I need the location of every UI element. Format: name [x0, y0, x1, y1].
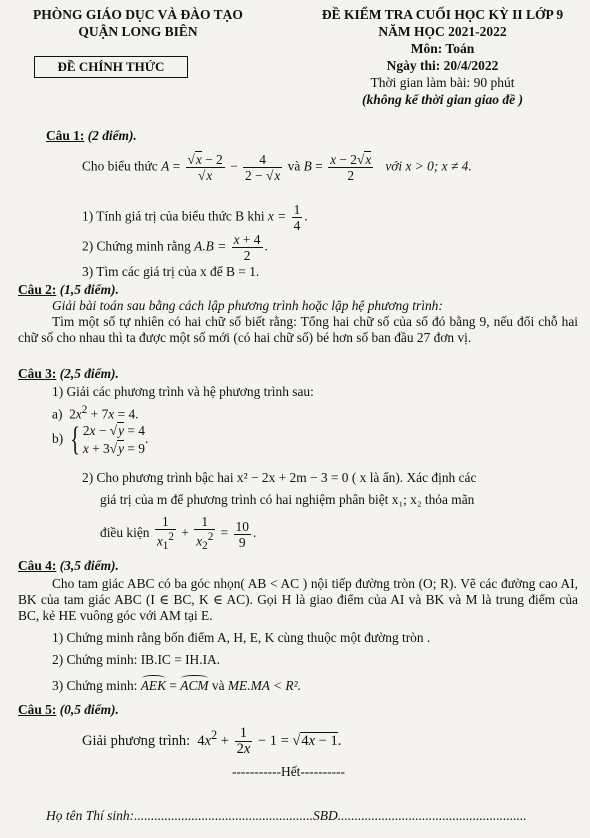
- q4-part1: 1) Chứng minh rằng bốn điểm A, H, E, K cùng thuộc một đường tròn .: [52, 630, 431, 645]
- q1-part3: 3) Tìm các giá trị của x để B = 1.: [82, 264, 260, 279]
- q1-condition: với x > 0; x ≠ 4.: [385, 158, 472, 174]
- q5-intro: Giải phương trình:: [82, 732, 191, 749]
- candidate-name-label: Họ tên Thí sinh:.....................................................: [46, 808, 314, 823]
- q3-label: Câu 3:: [18, 366, 57, 381]
- q5-label: Câu 5:: [18, 702, 57, 717]
- header-left: [18, 6, 258, 40]
- q4-part3-pre: 3) Chứng minh:: [52, 678, 138, 693]
- sbd-label: SBD........................................................: [313, 808, 527, 823]
- exam-title: ĐỀ KIỂM TRA CUỐI HỌC KỲ II LỚP 9: [321, 7, 564, 22]
- duration: Thời gian làm bài: 90 phút: [370, 75, 515, 90]
- q1-heading: [46, 128, 137, 145]
- q1-label: Câu 1:: [46, 128, 85, 143]
- end-mark: -----------Hết----------: [232, 764, 345, 779]
- q3-heading: [18, 366, 119, 383]
- q1-intro: Cho biểu thức: [82, 158, 158, 174]
- q3-points: (2,5 điểm).: [59, 366, 119, 381]
- duration-note: (không kể thời gian giao đề ): [361, 92, 523, 107]
- q3-part1b: b) { 2x − √y = 4 x + 3√y = 9 .: [52, 421, 149, 458]
- school-year: NĂM HỌC 2021-2022: [378, 24, 507, 39]
- q2-problem: Tìm một số tự nhiên có hai chữ số biết rằng: Tổng hai chữ số của số đó bằng 9, nếu đổi chỗ hai chữ số cho nhau thì ta được một số mới (có hai chữ số) bé hơn số ban đầu 27 đơn vị.: [18, 314, 578, 345]
- q4-part3: 3) Chứng minh: AEK = ACM và ME.MA < R².: [52, 678, 301, 693]
- q1-points: (2 điểm).: [87, 128, 137, 143]
- q4-heading: [18, 558, 119, 575]
- q2-instruction: Giải bài toán sau bằng cách lập phương trình hoặc lập hệ phương trình:: [52, 298, 443, 313]
- exam-date: Ngày thi: 20/4/2022: [386, 58, 499, 73]
- q4-part2: 2) Chứng minh: IB.IC = IH.IA.: [52, 652, 221, 667]
- q3-part2-line2: giá trị của m để phương trình có hai nghiệm phân biệt x₁; x₂ thỏa mãn: [100, 492, 475, 507]
- q2-points: (1,5 điểm).: [59, 282, 119, 297]
- subject: Môn: Toán: [410, 41, 475, 56]
- q3-part2-line1: 2) Cho phương trình bậc hai x² − 2x + 2m − 3 = 0 ( x là ẩn). Xác định các: [82, 470, 477, 485]
- q5-points: (0,5 điểm).: [59, 702, 119, 717]
- q3-a-label: a): [52, 406, 63, 422]
- q1-expression: Cho biểu thức A = $\frac{√x - 2}{√x}$ − $\frac{4}{2 - √x}$ và B = $\frac{x - 2√x}{2}$ với x > 0; x ≠ 4.: [82, 152, 472, 183]
- q3-part1: 1) Giải các phương trình và hệ phương trình sau:: [52, 384, 314, 399]
- district-name: QUẬN LONG BIÊN: [78, 24, 198, 39]
- q1-part2-text: 2) Chứng minh rằng: [82, 238, 191, 254]
- q3-part2-condition: điều kiện $\frac{1}{x_1^2}$ + $\frac{1}{x_2^2}$ = $\frac{10}{9}$ .: [100, 514, 257, 553]
- q1-part1-text: 1) Tính giá trị của biểu thức B khi: [82, 208, 265, 224]
- q1-and: và: [287, 158, 301, 174]
- q1-part2: 2) Chứng minh rằng A.B = $\frac{x + 4}{2}$ .: [82, 232, 268, 263]
- q4-part3-post: ME.MA < R².: [227, 678, 301, 693]
- footer: [46, 808, 527, 825]
- q1-part1-x: x =: [267, 208, 287, 224]
- dept-name: PHÒNG GIÁO DỤC VÀ ĐÀO TẠO: [33, 7, 243, 22]
- q3-part1a: a) $2x^2 + 7x = 4$.: [52, 404, 139, 422]
- q1-part2-ab: A.B =: [194, 238, 227, 254]
- q4-part3-and: và: [211, 678, 225, 693]
- q2-label: Câu 2:: [18, 282, 57, 297]
- q4-problem: Cho tam giác ABC có ba góc nhọn( AB < AC ) nội tiếp đường tròn (O; R). Vẽ các đường cao AI, BK của tam giác ABC (I ∈ BC, K ∈ AC). Gọi H là giao điểm của AI và BK và M là trung điểm của BC, kẻ HE vuông góc với AM tại E.: [18, 576, 578, 623]
- q4-points: (3,5 điểm).: [59, 558, 119, 573]
- q4-label: Câu 4:: [18, 558, 57, 573]
- q5-heading: [18, 702, 119, 719]
- q3-b-label: b): [52, 431, 64, 447]
- q3-condition-label: điều kiện: [100, 525, 150, 541]
- official-label: ĐỀ CHÍNH THỨC: [34, 56, 188, 78]
- q2-heading: [18, 282, 119, 299]
- q5-equation: Giải phương trình: $4x^2$ + $\frac{1}{2x}$ − 1 = √4x − 1.: [82, 725, 342, 757]
- header-right: [300, 6, 585, 108]
- q1-part1: 1) Tính giá trị của biểu thức B khi x = $\frac{1}{4}$ .: [82, 202, 308, 233]
